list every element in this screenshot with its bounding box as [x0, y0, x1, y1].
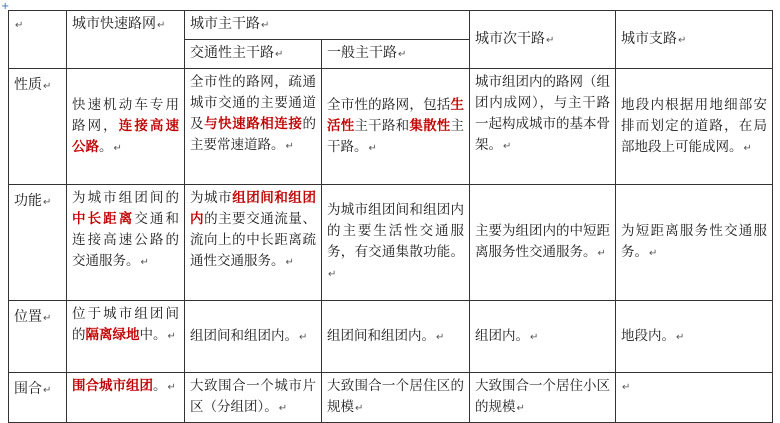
cell-nature-secondary: 城市组团内的路网（组团内成网），与主干路一起构成城市的基本骨架。↵: [470, 69, 616, 185]
cell-nature-general: 全市性的路网，包括生活性主干路和集散性主干路。↵: [322, 69, 470, 185]
table-row: [9, 11, 773, 40]
header-cell-secondary: 城市次干路↵: [470, 11, 616, 69]
cell-function-secondary: 主要为组团内的中短距离服务性交通服务。↵: [470, 185, 616, 301]
row-label-position: 位置↵: [9, 301, 67, 373]
cell-function-expressway: 为城市组团间的中长距离交通和连接高速公路的交通服务。↵: [67, 185, 185, 301]
header-cell-arterial-general: 一般主干路↵: [322, 40, 470, 69]
cell-enclosure-traffic: 大致围合一个城市片区（分组团）。↵: [185, 373, 322, 423]
header-cell-arterial-traffic: 交通性主干路↵: [185, 40, 322, 69]
cell-function-general: 为城市组团间和组团内的主要生活性交通服务，有交通集散功能。↵: [322, 185, 470, 301]
header-cell-expressway: 城市快速路网↵: [67, 11, 185, 69]
cell-position-expressway: 位于城市组团间的隔离绿地中。↵: [67, 301, 185, 373]
row-label-function: 功能↵: [9, 185, 67, 301]
header-cell-arterial: 城市主干路↵: [185, 11, 470, 40]
cell-enclosure-general: 大致围合一个居住区的规模↵: [322, 373, 470, 423]
table-row: [9, 185, 773, 301]
cell-enclosure-expressway: 围合城市组团。↵: [67, 373, 185, 423]
cell-position-branch: 地段内。↵: [616, 301, 773, 373]
table-row: [9, 301, 773, 373]
cell-nature-traffic: 全市性的路网，疏通城市交通的主要通道及与快速路相连接的主要常速道路。↵: [185, 69, 322, 185]
header-cell-branch: 城市支路↵: [616, 11, 773, 69]
cell-function-branch: 为短距离服务性交通服务。↵: [616, 185, 773, 301]
header-cell-blank: ↵: [9, 11, 67, 69]
cell-function-traffic: 为城市组团间和组团内的主要交通流量、流向上的中长距离疏通性交通服务。↵: [185, 185, 322, 301]
row-label-enclosure: 围合↵: [9, 373, 67, 423]
cell-enclosure-branch: ↵: [616, 373, 773, 423]
row-label-nature: 性质↵: [9, 69, 67, 185]
cell-position-traffic: 组团间和组团内。↵: [185, 301, 322, 373]
cell-position-secondary: 组团内。↵: [470, 301, 616, 373]
cell-enclosure-secondary: 大致围合一个居住小区的规模↵: [470, 373, 616, 423]
road-classification-table: [8, 10, 773, 423]
cell-position-general: 组团间和组团内。↵: [322, 301, 470, 373]
cell-nature-branch: 地段内根据用地细部安排而划定的道路，在局部地段上可能成网。↵: [616, 69, 773, 185]
table-row: [9, 373, 773, 423]
table-row: [9, 69, 773, 185]
cell-nature-expressway: 快速机动车专用路网，连接高速公路。↵: [67, 69, 185, 185]
table-move-handle-icon[interactable]: +: [1, 1, 10, 12]
